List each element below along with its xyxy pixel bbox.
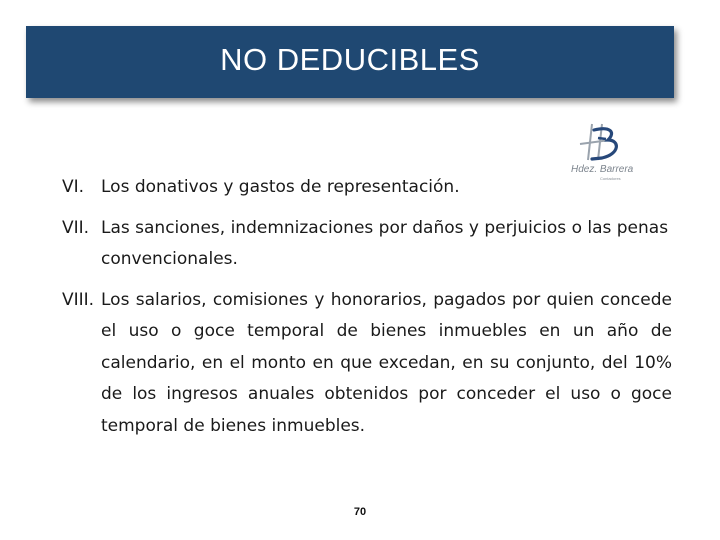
page-number: 70 <box>353 506 367 518</box>
list-item <box>62 172 672 204</box>
title-banner <box>26 26 674 98</box>
item-text: Las sanciones, indemnizaciones por daños y perjuicios o las penas convencionales. <box>101 217 669 269</box>
item-number: VIII. <box>62 289 95 310</box>
list-item <box>62 285 672 443</box>
item-number: VI. <box>62 177 85 197</box>
item-number: VII. <box>62 217 90 238</box>
item-text: Los salarios, comisiones y honorarios, pagados por quien concede el uso o goce temporal de bienes inmuebles en un año de calendario, en el monto en que excedan, en su conjunto, del 10% de los ingresos anuales obtenidos por conceder el uso o goce temporal de bienes inmuebles. <box>101 289 672 436</box>
page-title: NO DEDUCIBLES <box>220 42 480 77</box>
non-deductibles-list <box>62 172 672 451</box>
list-item <box>62 213 672 276</box>
logo-name: Hdez. Barrera <box>571 164 634 175</box>
logo-subtitle: Contadores <box>600 176 621 181</box>
item-text: Los donativos y gastos de representación. <box>101 177 460 197</box>
